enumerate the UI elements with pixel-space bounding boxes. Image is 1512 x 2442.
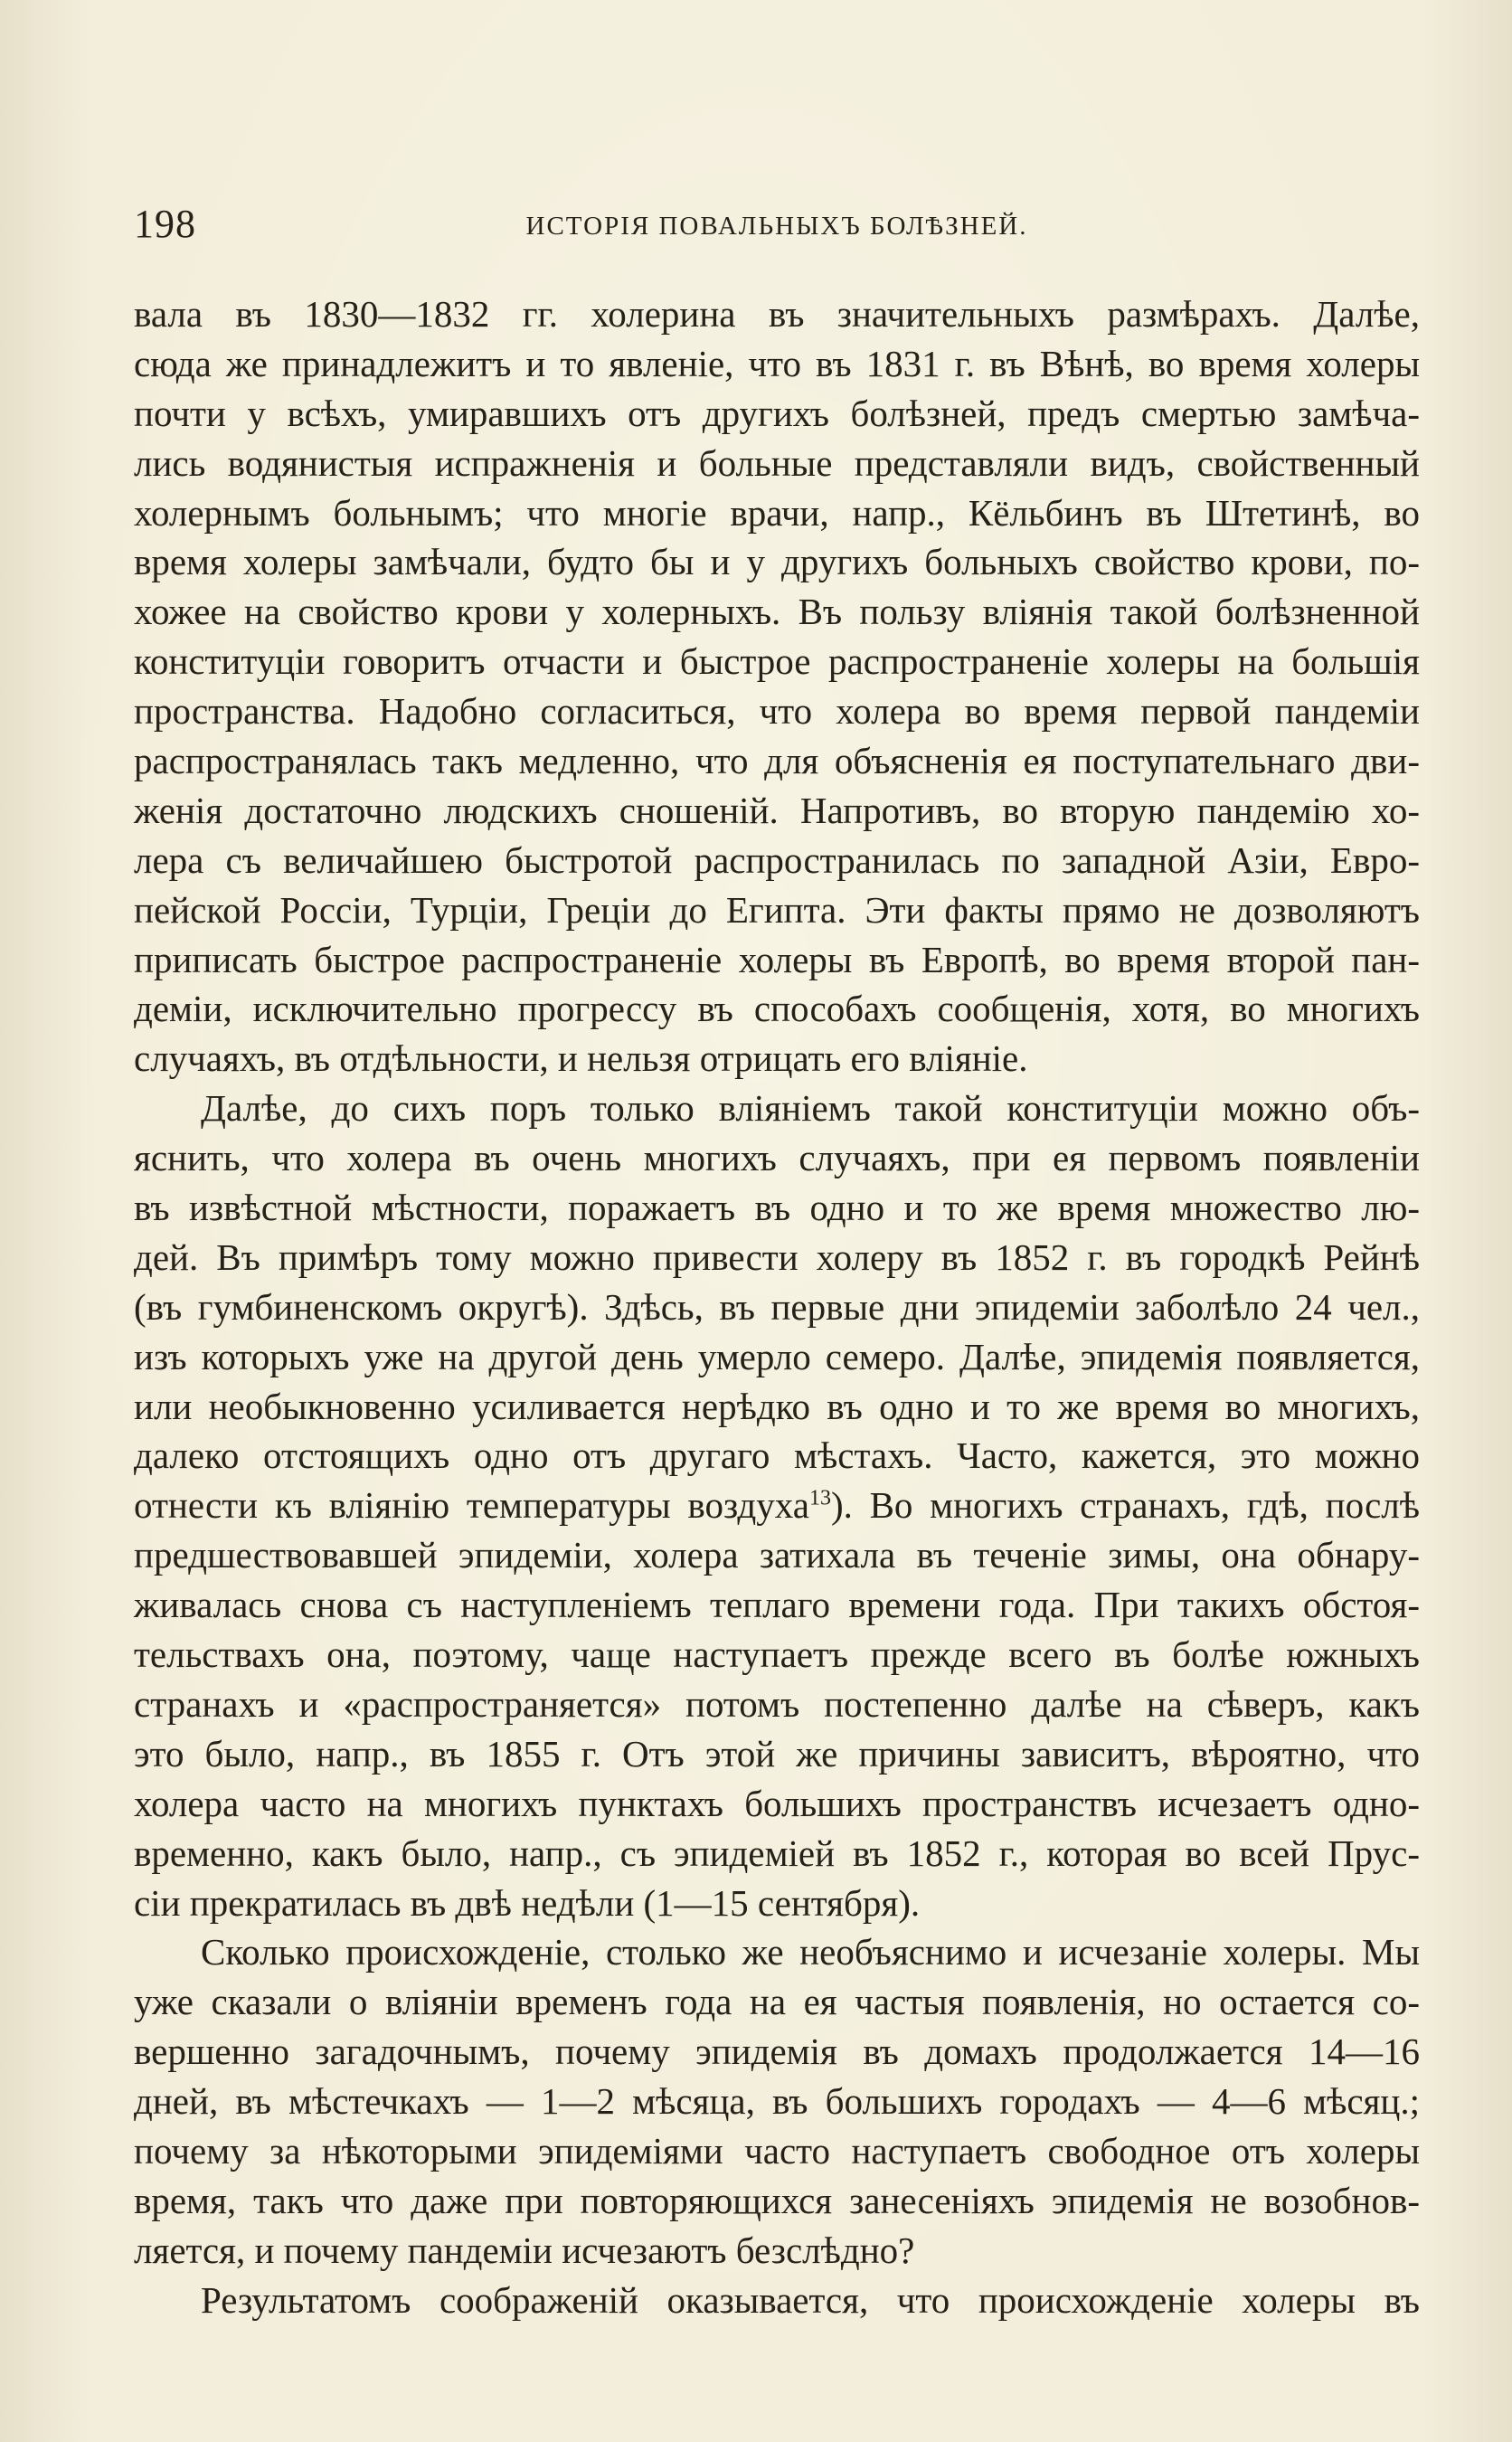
text-line: конституціи говоритъ отчасти и быстрое распространеніе холеры на большія xyxy=(134,640,1420,683)
text-line: дей. Въ примѣръ тому можно привести холеру въ 1852 г. въ городкѣ Рейнѣ xyxy=(134,1235,1420,1278)
text-line: сюда же принадлежитъ и то явленіе, что въ 1831 г. въ Вѣнѣ, во время холеры xyxy=(134,342,1420,384)
text-line: Результатомъ соображеній оказывается, что происхожденіе холеры въ xyxy=(201,2278,1420,2321)
text-line: деміи, исключительно прогрессу въ способахъ сообщенія, хотя, во многихъ xyxy=(134,988,1420,1030)
text-line: женія достаточно людскихъ сношеній. Напротивъ, во вторую пандемію хо- xyxy=(134,789,1420,831)
text-line: это было, напр., въ 1855 г. Отъ этой же причины зависитъ, вѣроятно, что xyxy=(134,1732,1420,1775)
text-line: тельствахъ она, поэтому, чаще наступаетъ прежде всего въ болѣе южныхъ xyxy=(134,1633,1420,1676)
text-line: ляется, и почему пандеміи исчезаютъ безслѣдно? xyxy=(134,2229,915,2271)
text-line: лись водянистыя испражненія и больные представляли видъ, свойственный xyxy=(134,441,1420,484)
text-line: хожее на свойство крови у холерныхъ. Въ пользу вліянія такой болѣзненной xyxy=(134,591,1420,633)
text-line: Сколько происхожденіе, столько же необъяснимо и исчезаніе холеры. Мы xyxy=(201,1931,1420,1973)
text-line: изъ которыхъ уже на другой день умерло семеро. Далѣе, эпидемія появляется, xyxy=(134,1335,1420,1377)
text-line: почти у всѣхъ, умиравшихъ отъ другихъ болѣзней, предъ смертью замѣча- xyxy=(134,392,1420,434)
text-line: сіи прекратилась въ двѣ недѣли (1—15 сентября). xyxy=(134,1881,921,1924)
text-line: вала въ 1830—1832 гг. холерина въ значительныхъ размѣрахъ. Далѣе, xyxy=(134,293,1420,335)
text-line: почему за нѣкоторыми эпидеміями часто наступаетъ свободное отъ холеры xyxy=(134,2129,1420,2172)
text-line: временно, какъ было, напр., съ эпидеміей въ 1852 г., которая во всей Прус- xyxy=(134,1832,1420,1874)
text-line: предшествовавшей эпидеміи, холера затихала въ теченіе зимы, она обнару- xyxy=(134,1534,1420,1576)
text-line: Далѣе, до сихъ поръ только вліяніемъ такой конституціи можно объ- xyxy=(201,1087,1420,1130)
footnote-ref: 13 xyxy=(808,1486,831,1510)
text-line: время, такъ что даже при повторяющихся занесеніяхъ эпидемія не возобнов- xyxy=(134,2179,1420,2221)
text-line: случаяхъ, въ отдѣльности, и нельзя отрицать его вліяніе. xyxy=(134,1037,1028,1080)
text-line: странахъ и «распространяется» потомъ постепенно далѣе на сѣверъ, какъ xyxy=(134,1682,1420,1725)
text-line: (въ гумбиненскомъ округѣ). Здѣсь, въ первые дни эпидеміи заболѣло 24 чел., xyxy=(134,1285,1420,1328)
text-line: холера часто на многихъ пунктахъ большихъ пространствъ исчезаетъ одно- xyxy=(134,1782,1420,1824)
text-line: время холеры замѣчали, будто бы и у другихъ больныхъ свойство крови, по- xyxy=(134,541,1420,583)
text-line: живалась снова съ наступленіемъ теплаго времени года. При такихъ обстоя- xyxy=(134,1584,1420,1626)
text-line: уже сказали о вліяніи временъ года на ея частыя появленія, но остается со- xyxy=(134,1981,1420,2023)
text-line: въ извѣстной мѣстности, поражаетъ въ одно и то же время множество лю- xyxy=(134,1187,1420,1229)
text-line-head: отнести къ вліянію температуры воздуха xyxy=(134,1484,809,1527)
text-line: лера съ величайшею быстротой распространилась по западной Азіи, Евро- xyxy=(134,838,1420,881)
text-line: распространялась такъ медленно, что для объясненія ея поступательнаго дви- xyxy=(134,740,1420,782)
text-line: дней, въ мѣстечкахъ — 1—2 мѣсяца, въ большихъ городахъ — 4—6 мѣсяц.; xyxy=(134,2080,1420,2123)
text-line: вершенно загадочнымъ, почему эпидемія въ домахъ продолжается 14—16 xyxy=(134,2030,1420,2073)
text-line: или необыкновенно усиливается нерѣдко въ одно и то же время во многихъ, xyxy=(134,1385,1420,1427)
text-line-with-footnote xyxy=(134,1481,1420,1530)
page-number: 198 xyxy=(134,202,196,246)
running-title: ИСТОРІЯ ПОВАЛЬНЫХЪ БОЛѢЗНЕЙ. xyxy=(525,212,1028,241)
text-line: яснить, что холера въ очень многихъ случаяхъ, при ея первомъ появленіи xyxy=(134,1137,1420,1179)
text-line: далеко отстоящихъ одно отъ другаго мѣстахъ. Часто, кажется, это можно xyxy=(134,1434,1420,1477)
text-line: пейской Россіи, Турціи, Греціи до Египта. Эти факты прямо не дозволяютъ xyxy=(134,888,1420,931)
page-header xyxy=(134,201,1420,255)
text-line: холернымъ больнымъ; что многіе врачи, напр., Кёльбинъ въ Штетинѣ, во xyxy=(134,491,1420,534)
text-line: пространства. Надобно согласиться, что холера во время первой пандеміи xyxy=(134,690,1420,733)
text-line: приписать быстрое распространеніе холеры въ Европѣ, во время второй пан- xyxy=(134,938,1420,980)
body-text xyxy=(134,289,1420,2325)
text-line-tail: ). Во многихъ странахъ, гдѣ, послѣ xyxy=(830,1484,1421,1527)
